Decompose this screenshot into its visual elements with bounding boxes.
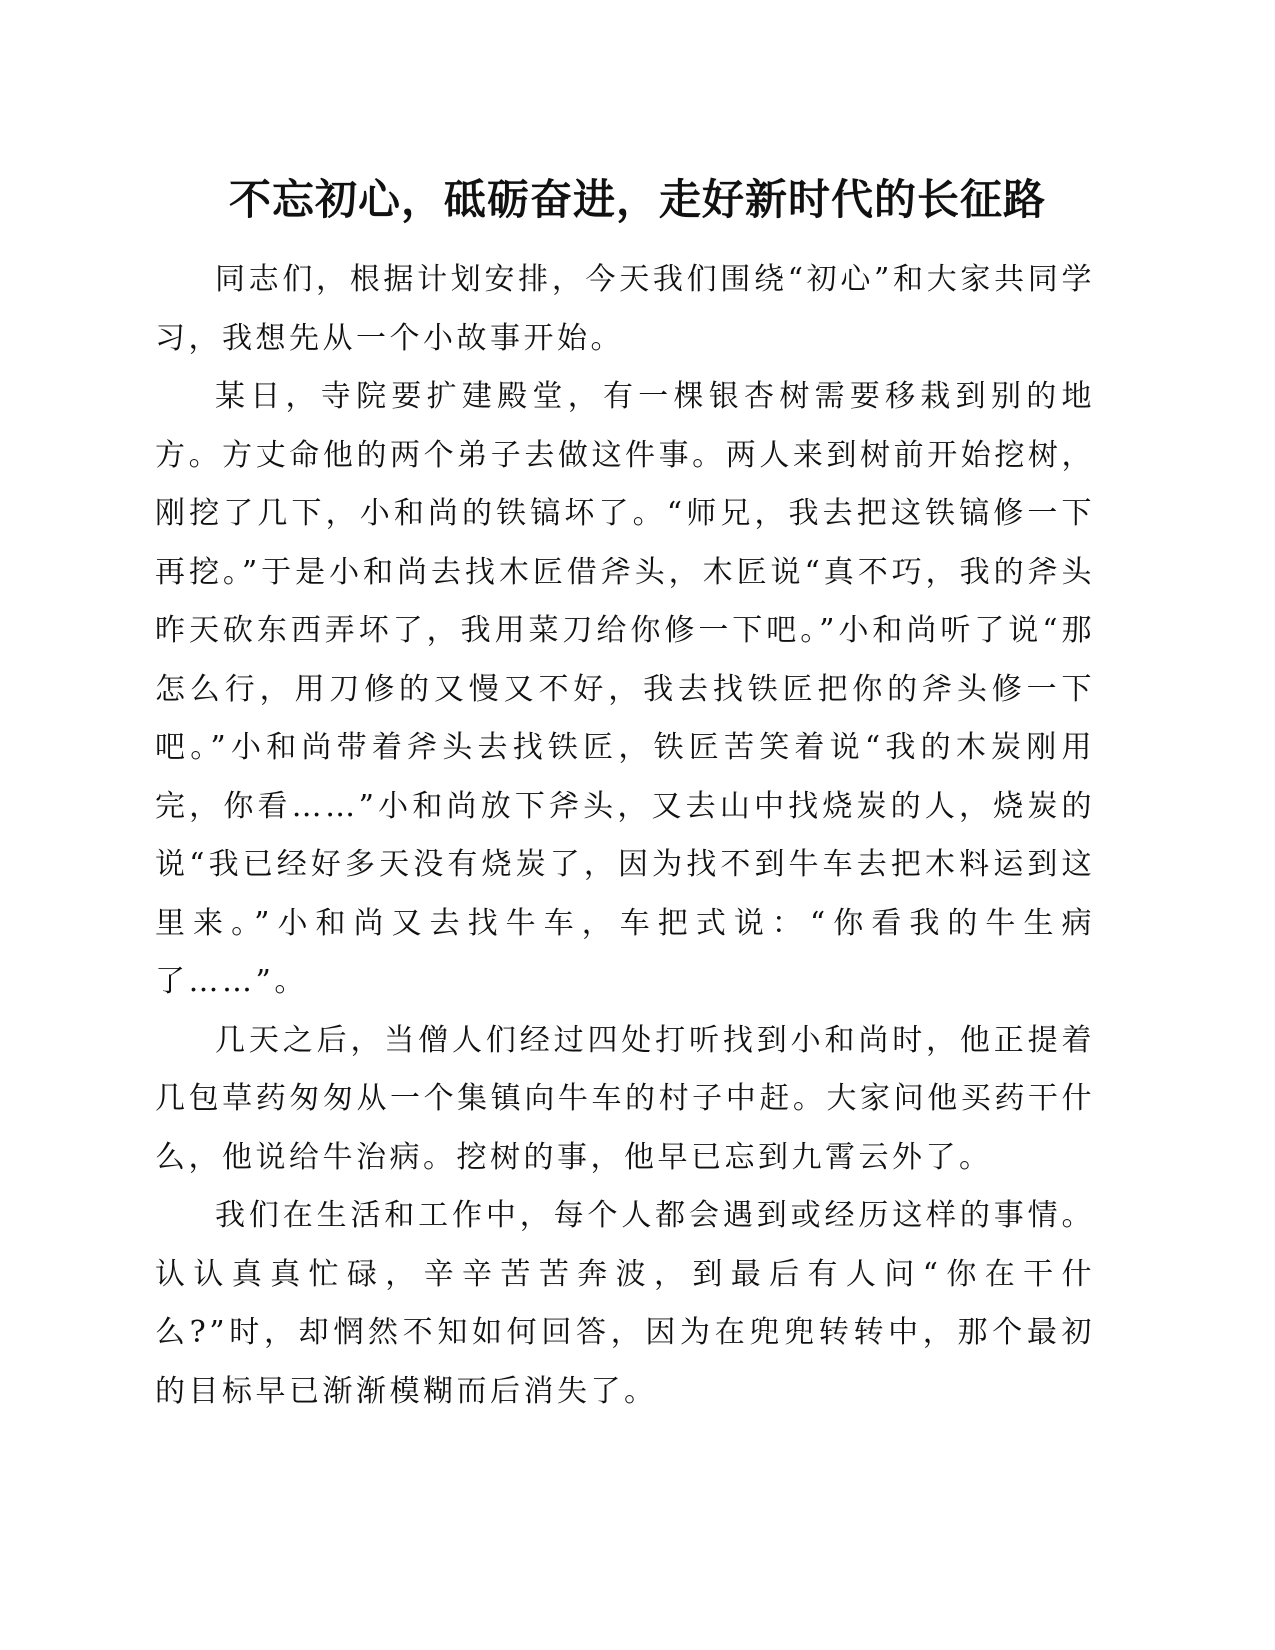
paragraph-story: 某日，寺院要扩建殿堂，有一棵银杏树需要移栽到别的地方。方丈命他的两个弟子去做这件事。两人来到树前开始挖树，刚挖了几下，小和尚的铁镐坏了。“师兄，我去把这铁镐修一下再挖。”于是小和尚去找木匠借斧头，木匠说“真不巧，我的斧头昨天砍东西弄坏了，我用菜刀给你修一下吧。”小和尚听了说“那怎么行，用刀修的又慢又不好，我去找铁匠把你的斧头修一下吧。”小和尚带着斧头去找铁匠，铁匠苦笑着说“我的木炭刚用完，你看……”小和尚放下斧头，又去山中找烧炭的人，烧炭的说“我已经好多天没有烧炭了，因为找不到牛车去把木料运到这里来。”小和尚又去找牛车，车把式说：“你看我的牛生病了……”。	[155, 379, 1095, 999]
paragraph-aftermath: 几天之后，当僧人们经过四处打听找到小和尚时，他正提着几包草药匆匆从一个集镇向牛车的村子中赶。大家问他买药干什么，他说给牛治病。挖树的事，他早已忘到九霄云外了。	[155, 1022, 1095, 1175]
document-title: 不忘初心，砥砺奋进，走好新时代的长征路	[228, 175, 1046, 224]
paragraph-intro: 同志们，根据计划安排，今天我们围绕“初心”和大家共同学习，我想先从一个小故事开始。	[155, 262, 1095, 356]
document-body	[155, 251, 1095, 1421]
paragraph-reflection: 我们在生活和工作中，每个人都会遇到或经历这样的事情。认认真真忙碌，辛辛苦苦奔波，到最后有人问“你在干什么?”时，却惘然不知如何回答，因为在兜兜转转中，那个最初的目标早已渐渐模糊而后消失了。	[155, 1198, 1095, 1409]
